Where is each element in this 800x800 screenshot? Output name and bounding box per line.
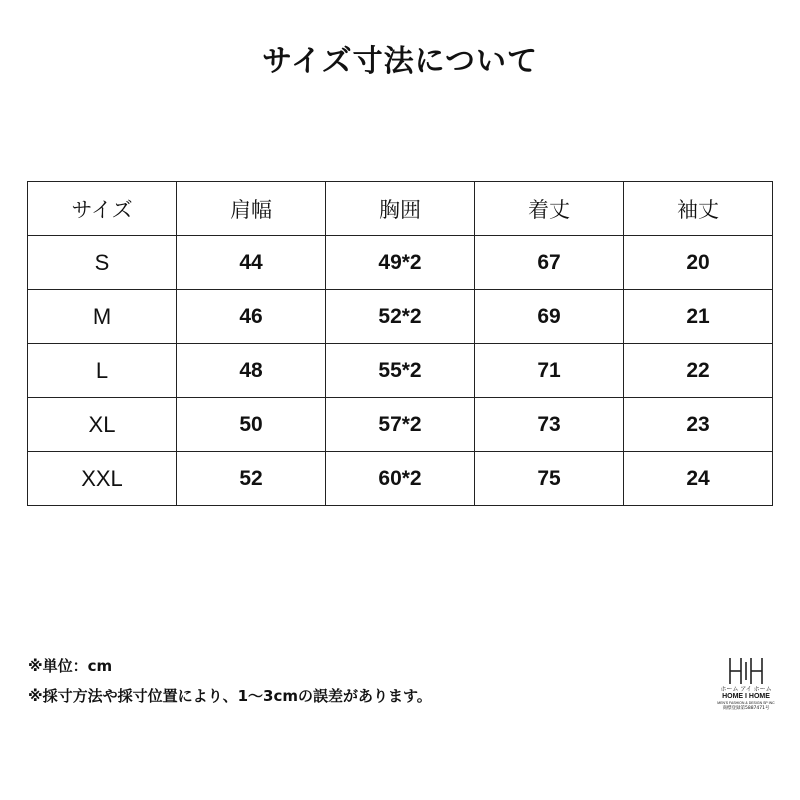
page-title: サイズ寸法について bbox=[262, 44, 538, 79]
shoulder-width-cell: 46 bbox=[177, 290, 326, 344]
logo-name: HOME I HOME bbox=[722, 693, 770, 700]
shoulder-width-cell: 44 bbox=[177, 236, 326, 290]
shoulder-width-cell: 50 bbox=[177, 398, 326, 452]
table-row bbox=[28, 290, 773, 344]
hih-logo-mark-icon bbox=[727, 656, 765, 686]
brand-logo bbox=[716, 656, 776, 736]
table-row bbox=[28, 398, 773, 452]
size-cell: L bbox=[28, 344, 177, 398]
size-table bbox=[27, 181, 773, 506]
header-size: サイズ bbox=[28, 182, 177, 236]
shoulder-width-cell: 52 bbox=[177, 452, 326, 506]
table-row bbox=[28, 452, 773, 506]
chest-cell: 55*2 bbox=[326, 344, 475, 398]
table-header-row bbox=[28, 182, 773, 236]
size-cell: XL bbox=[28, 398, 177, 452]
shoulder-width-cell: 48 bbox=[177, 344, 326, 398]
length-cell: 75 bbox=[475, 452, 624, 506]
unit-note: ※単位：cm bbox=[28, 657, 113, 675]
logo-kana: ホーム アイ ホーム bbox=[720, 686, 772, 693]
sleeve-length-cell: 23 bbox=[624, 398, 773, 452]
length-cell: 69 bbox=[475, 290, 624, 344]
logo-tagline: MEN'S FASHION & DESIGN SP INC bbox=[717, 701, 775, 705]
measurement-error-note: ※採寸方法や採寸位置により、1～3cmの誤差があります。 bbox=[28, 687, 432, 705]
size-cell: M bbox=[28, 290, 177, 344]
size-cell: S bbox=[28, 236, 177, 290]
length-cell: 73 bbox=[475, 398, 624, 452]
header-sleeve-length: 袖丈 bbox=[624, 182, 773, 236]
length-cell: 67 bbox=[475, 236, 624, 290]
sleeve-length-cell: 24 bbox=[624, 452, 773, 506]
sleeve-length-cell: 21 bbox=[624, 290, 773, 344]
chest-cell: 52*2 bbox=[326, 290, 475, 344]
chest-cell: 57*2 bbox=[326, 398, 475, 452]
sleeve-length-cell: 20 bbox=[624, 236, 773, 290]
table-row bbox=[28, 344, 773, 398]
logo-registration: 商標登録第5887471号 bbox=[722, 706, 770, 711]
sleeve-length-cell: 22 bbox=[624, 344, 773, 398]
header-shoulder-width: 肩幅 bbox=[177, 182, 326, 236]
chest-cell: 60*2 bbox=[326, 452, 475, 506]
table-row bbox=[28, 236, 773, 290]
header-length: 着丈 bbox=[475, 182, 624, 236]
header-chest: 胸囲 bbox=[326, 182, 475, 236]
length-cell: 71 bbox=[475, 344, 624, 398]
size-cell: XXL bbox=[28, 452, 177, 506]
chest-cell: 49*2 bbox=[326, 236, 475, 290]
